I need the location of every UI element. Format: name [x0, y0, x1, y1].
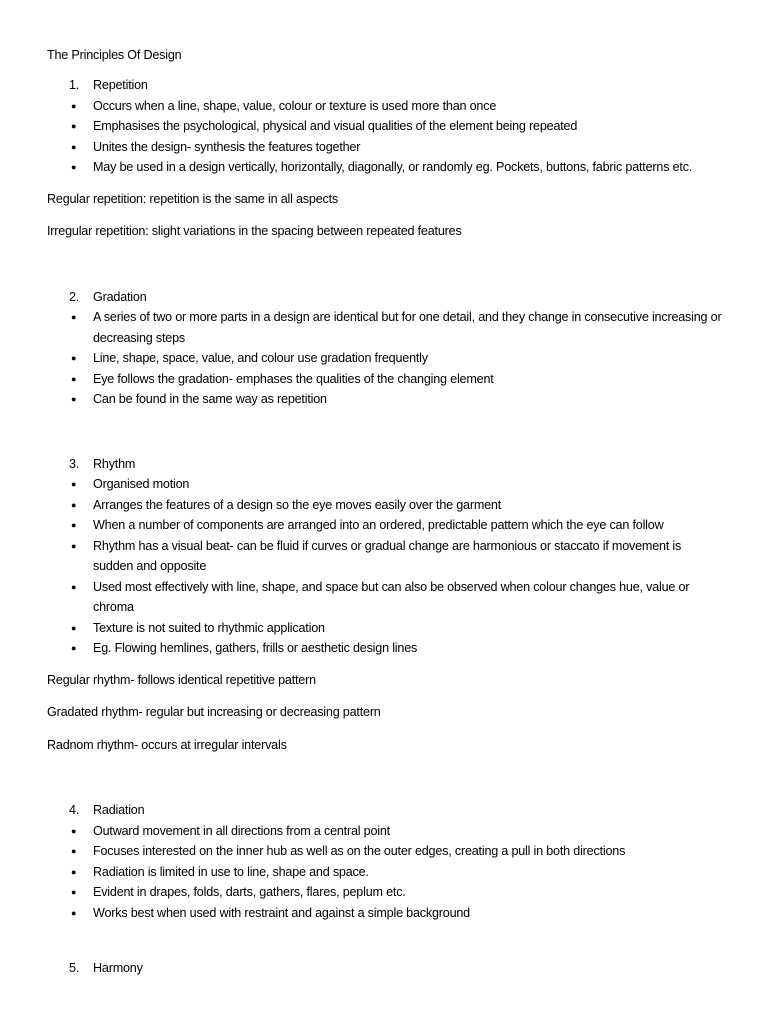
note-paragraph: Gradated rhythm- regular but increasing or decreasing pattern: [47, 705, 381, 719]
bullet-list: [47, 821, 727, 924]
bullet-icon: ●: [71, 479, 77, 489]
list-item: ● Organised motion: [47, 474, 727, 495]
section-rhythm: [47, 454, 727, 756]
list-item: ● Can be found in the same way as repetition: [47, 389, 727, 410]
section-heading: [47, 958, 727, 979]
list-item: ● Unites the design- synthesis the features together: [47, 137, 727, 158]
section-heading: [47, 287, 727, 308]
bullet-list: [47, 96, 727, 178]
list-item: ● A series of two or more parts in a design are identical but for one detail, and they change in consecutive increasing or decreasing steps: [47, 307, 727, 348]
list-item: ● When a number of components are arranged into an ordered, predictable pattern which the eye can follow: [47, 515, 727, 536]
note-paragraph: Radnom rhythm- occurs at irregular intervals: [47, 737, 287, 752]
list-item: ● Eye follows the gradation- emphases the qualities of the changing element: [47, 369, 727, 390]
list-item: ● Focuses interested on the inner hub as well as on the outer edges, creating a pull in both directions: [47, 841, 727, 862]
section-title: Radiation: [93, 803, 145, 817]
list-item: ● Evident in drapes, folds, darts, gathers, flares, peplum etc.: [47, 882, 727, 903]
bullet-icon: ●: [71, 540, 77, 551]
bullet-icon: ●: [71, 162, 77, 172]
section-heading: [47, 800, 727, 821]
note-paragraph: Regular rhythm- follows identical repetitive pattern: [47, 672, 316, 687]
bullet-icon: ●: [71, 622, 77, 633]
note-paragraph: Irregular repetition: slight variations in the spacing between repeated features: [47, 224, 462, 238]
list-item: ● Texture is not suited to rhythmic application: [47, 618, 727, 639]
list-item: ● Outward movement in all directions from a central point: [47, 821, 727, 842]
list-item: ● Emphasises the psychological, physical and visual qualities of the element being repeated: [47, 116, 727, 137]
bullet-list: [47, 474, 727, 659]
bullet-icon: ●: [71, 499, 77, 510]
bullet-icon: ●: [71, 121, 77, 131]
section-title: Harmony: [93, 961, 143, 975]
list-item: ● Occurs when a line, shape, value, colour or texture is used more than once: [47, 96, 727, 117]
section-harmony: [47, 958, 727, 979]
section-title: Repetition: [93, 78, 148, 92]
bullet-icon: ●: [71, 887, 77, 897]
bullet-icon: ●: [71, 373, 77, 384]
section-title: Rhythm: [93, 456, 136, 471]
bullet-icon: ●: [71, 520, 77, 530]
list-item: ● Used most effectively with line, shape, and space but can also be observed when colour changes hue, value or chroma: [47, 577, 727, 618]
section-heading: [47, 454, 727, 475]
bullet-icon: ●: [71, 643, 77, 653]
note-paragraph: Regular repetition: repetition is the same in all aspects: [47, 191, 339, 206]
section-radiation: [47, 800, 727, 923]
document-body: [47, 45, 727, 979]
section-number: 3.: [69, 456, 80, 471]
list-item: ● Rhythm has a visual beat- can be fluid if curves or gradual change are harmonious or staccato if movement is sudden and opposite: [47, 536, 727, 577]
bullet-icon: ●: [71, 866, 77, 877]
section-gradation: [47, 287, 727, 410]
bullet-icon: ●: [71, 100, 77, 111]
section-number: 2.: [69, 289, 80, 304]
bullet-icon: ●: [71, 846, 77, 856]
section-title: Gradation: [93, 289, 147, 304]
page-title: The Principles Of Design: [47, 48, 182, 62]
section-repetition: [47, 75, 727, 242]
list-item: ● Works best when used with restraint and against a simple background: [47, 903, 727, 924]
bullet-icon: ●: [71, 907, 77, 918]
bullet-icon: ●: [71, 353, 77, 363]
list-item: ● Eg. Flowing hemlines, gathers, frills or aesthetic design lines: [47, 638, 727, 659]
bullet-list: [47, 307, 727, 410]
list-item: ● Radiation is limited in use to line, shape and space.: [47, 862, 727, 883]
section-number: 1.: [69, 78, 80, 92]
bullet-icon: ●: [71, 141, 77, 152]
list-item: ● May be used in a design vertically, horizontally, diagonally, or randomly eg. Pockets, buttons, fabric patterns etc.: [47, 157, 727, 178]
section-heading: [47, 75, 727, 96]
list-item: ● Line, shape, space, value, and colour use gradation frequently: [47, 348, 727, 369]
list-item: ● Arranges the features of a design so the eye moves easily over the garment: [47, 495, 727, 516]
section-number: 4.: [69, 803, 80, 817]
bullet-icon: ●: [71, 825, 77, 836]
bullet-icon: ●: [71, 581, 77, 592]
section-number: 5.: [69, 961, 80, 975]
bullet-icon: ●: [71, 312, 77, 322]
bullet-icon: ●: [71, 394, 77, 404]
